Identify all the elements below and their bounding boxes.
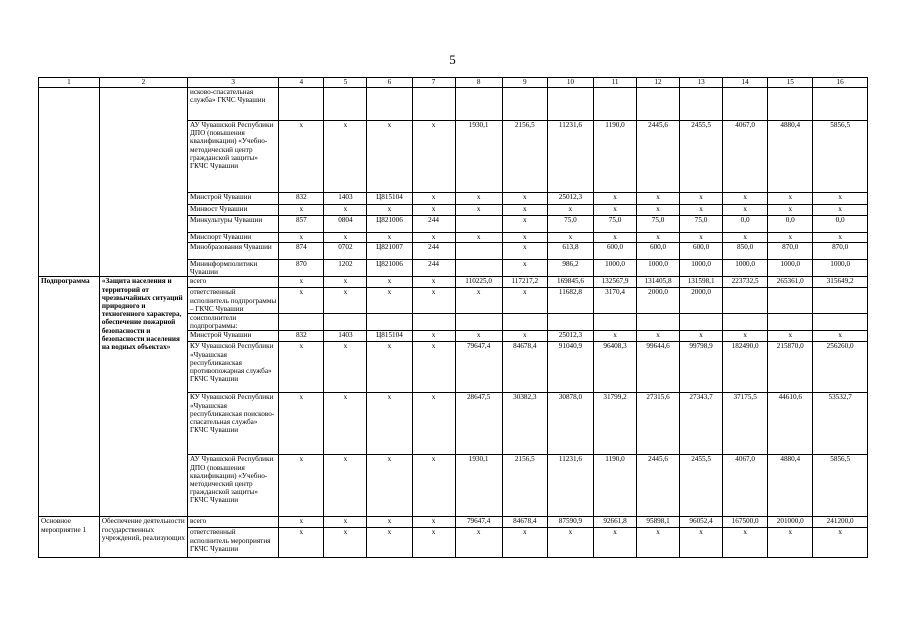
value-cell: 0,0 [768, 216, 813, 233]
program-level-cell [39, 88, 100, 277]
value-cell: х [637, 233, 680, 243]
value-cell [680, 88, 723, 121]
value-cell: 99798,9 [680, 342, 723, 393]
value-cell: х [412, 288, 455, 314]
column-header-row [39, 78, 868, 88]
value-cell: 4880,4 [768, 455, 813, 517]
value-cell: х [279, 393, 324, 455]
value-cell: 850,0 [723, 243, 768, 260]
value-cell: х [279, 528, 324, 558]
value-cell: 244 [412, 243, 455, 260]
value-cell: 25012,3 [547, 331, 593, 342]
value-cell: 4880,4 [768, 121, 813, 193]
value-cell: х [324, 528, 367, 558]
value-cell: 96408,3 [594, 342, 637, 393]
value-cell: х [279, 233, 324, 243]
executor-cell: АУ Чувашской Республики ДПО (повышения квалификации) «Учебно-методический центр гражданской защиты» ГКЧС Чувашии [188, 455, 279, 517]
value-cell: 215870,0 [768, 342, 813, 393]
value-cell: х [324, 205, 367, 216]
value-cell: х [813, 528, 868, 558]
value-cell: 169845,6 [547, 277, 593, 288]
executor-cell: Минобразования Чувашии [188, 243, 279, 260]
value-cell [637, 88, 680, 121]
value-cell: 1403 [324, 331, 367, 342]
value-cell: 1000,0 [594, 260, 637, 277]
value-cell: 256260,0 [813, 342, 868, 393]
value-cell: 2455,5 [680, 455, 723, 517]
value-cell: 1000,0 [768, 260, 813, 277]
value-cell [594, 314, 637, 331]
value-cell [547, 88, 593, 121]
value-cell [324, 314, 367, 331]
value-cell: 0,0 [723, 216, 768, 233]
value-cell: Ц821006 [367, 216, 412, 233]
value-cell: 2156,5 [502, 121, 547, 193]
value-cell [455, 260, 502, 277]
value-cell: 870 [279, 260, 324, 277]
value-cell: х [502, 193, 547, 205]
value-cell: Ц821006 [367, 260, 412, 277]
value-cell: х [502, 528, 547, 558]
value-cell: 91040,9 [547, 342, 593, 393]
program-name-cell: Обеспечение деятельности государственных учреждений, реализующих [99, 517, 187, 558]
page-number: 5 [449, 52, 456, 67]
value-cell: 241200,0 [813, 517, 868, 528]
table-row [39, 277, 868, 288]
column-header: 1 [39, 78, 100, 88]
value-cell: 75,0 [637, 216, 680, 233]
value-cell: х [279, 277, 324, 288]
value-cell: х [367, 393, 412, 455]
value-cell: х [455, 205, 502, 216]
value-cell: х [637, 205, 680, 216]
value-cell: х [324, 393, 367, 455]
executor-cell: ответственный исполнитель подпрограммы – ГКЧС Чувашии [188, 288, 279, 314]
value-cell [502, 88, 547, 121]
value-cell: Ц815104 [367, 193, 412, 205]
value-cell: х [367, 288, 412, 314]
column-header: 14 [723, 78, 768, 88]
column-header: 5 [324, 78, 367, 88]
value-cell: х [367, 121, 412, 193]
value-cell: 613,8 [547, 243, 593, 260]
program-level-cell: Подпрограмма [39, 277, 100, 517]
value-cell: 3170,4 [594, 288, 637, 314]
value-cell: 600,0 [680, 243, 723, 260]
executor-cell: КУ Чувашской Республики «Чувашская республиканская поисково-спасательная служба» ГКЧС Чувашии [188, 393, 279, 455]
value-cell: 1190,0 [594, 121, 637, 193]
column-header: 3 [188, 78, 279, 88]
value-cell [723, 88, 768, 121]
column-header: 16 [813, 78, 868, 88]
column-header: 4 [279, 78, 324, 88]
value-cell: 870,0 [768, 243, 813, 260]
value-cell: х [367, 528, 412, 558]
value-cell: х [768, 205, 813, 216]
value-cell [455, 216, 502, 233]
value-cell [279, 88, 324, 121]
value-cell: х [412, 517, 455, 528]
value-cell: х [455, 528, 502, 558]
value-cell: 79647,4 [455, 342, 502, 393]
value-cell: 1202 [324, 260, 367, 277]
value-cell: 2445,6 [637, 121, 680, 193]
executor-cell: АУ Чувашской Республики ДПО (повышения квалификации) «Учебно-методический центр гражданской защиты» ГКЧС Чувашии [188, 121, 279, 193]
executor-cell: Мининформполитики Чувашии [188, 260, 279, 277]
value-cell: 92661,8 [594, 517, 637, 528]
value-cell: х [723, 205, 768, 216]
value-cell: х [412, 233, 455, 243]
value-cell: х [412, 342, 455, 393]
value-cell: х [768, 193, 813, 205]
value-cell: 4067,0 [723, 121, 768, 193]
value-cell: х [455, 193, 502, 205]
value-cell: 2455,5 [680, 121, 723, 193]
value-cell [813, 88, 868, 121]
value-cell: х [279, 205, 324, 216]
value-cell: Ц815104 [367, 331, 412, 342]
value-cell: х [412, 455, 455, 517]
value-cell: 1930,1 [455, 455, 502, 517]
value-cell: х [324, 288, 367, 314]
table-row [39, 517, 868, 528]
value-cell: х [455, 233, 502, 243]
value-cell: х [412, 528, 455, 558]
value-cell: х [813, 233, 868, 243]
value-cell: 244 [412, 216, 455, 233]
value-cell: х [813, 331, 868, 342]
table-row [39, 88, 868, 121]
value-cell: 96052,4 [680, 517, 723, 528]
value-cell: х [813, 193, 868, 205]
value-cell: х [502, 233, 547, 243]
value-cell: х [723, 193, 768, 205]
value-cell: х [502, 260, 547, 277]
value-cell [813, 314, 868, 331]
executor-cell: всего [188, 517, 279, 528]
value-cell: 600,0 [637, 243, 680, 260]
value-cell: 110225,0 [455, 277, 502, 288]
value-cell [594, 88, 637, 121]
value-cell: х [594, 528, 637, 558]
value-cell: 27343,7 [680, 393, 723, 455]
value-cell: х [637, 193, 680, 205]
value-cell: х [502, 331, 547, 342]
value-cell: 201000,0 [768, 517, 813, 528]
executor-cell: Минкультуры Чувашии [188, 216, 279, 233]
value-cell: х [324, 455, 367, 517]
value-cell [367, 88, 412, 121]
value-cell: 2156,5 [502, 455, 547, 517]
value-cell: Ц821007 [367, 243, 412, 260]
value-cell: х [279, 517, 324, 528]
value-cell: х [502, 216, 547, 233]
value-cell: х [367, 517, 412, 528]
value-cell: 11682,8 [547, 288, 593, 314]
value-cell: 1403 [324, 193, 367, 205]
value-cell: 30878,0 [547, 393, 593, 455]
column-header: 6 [367, 78, 412, 88]
value-cell: х [768, 233, 813, 243]
value-cell: х [367, 342, 412, 393]
value-cell: х [723, 233, 768, 243]
value-cell: 265361,0 [768, 277, 813, 288]
value-cell: х [279, 121, 324, 193]
value-cell: х [412, 205, 455, 216]
program-name-cell: «Защита населения и территорий от чрезвычайных ситуаций природного и техногенного характера, обеспечение пожарной безопасности и безопасности населения на водных объектах» [99, 277, 187, 517]
executor-cell: соисполнители подпрограммы: [188, 314, 279, 331]
value-cell [412, 314, 455, 331]
value-cell: 244 [412, 260, 455, 277]
value-cell: х [455, 331, 502, 342]
value-cell: х [324, 517, 367, 528]
value-cell: х [412, 331, 455, 342]
value-cell: 315649,2 [813, 277, 868, 288]
value-cell: 27315,6 [637, 393, 680, 455]
value-cell: 1930,1 [455, 121, 502, 193]
value-cell [680, 314, 723, 331]
value-cell [768, 314, 813, 331]
value-cell: 28647,5 [455, 393, 502, 455]
value-cell: х [723, 331, 768, 342]
value-cell: х [367, 233, 412, 243]
executor-cell: Минспорт Чувашии [188, 233, 279, 243]
executor-cell: КУ Чувашской Республики «Чувашская республиканская противопожарная служба» ГКЧС Чувашии [188, 342, 279, 393]
value-cell [412, 88, 455, 121]
column-header: 7 [412, 78, 455, 88]
value-cell: 75,0 [547, 216, 593, 233]
value-cell: 2000,0 [680, 288, 723, 314]
value-cell: 0804 [324, 216, 367, 233]
value-cell: 1190,0 [594, 455, 637, 517]
value-cell: х [324, 121, 367, 193]
value-cell: 1000,0 [680, 260, 723, 277]
value-cell: 870,0 [813, 243, 868, 260]
value-cell: 832 [279, 331, 324, 342]
value-cell [455, 314, 502, 331]
column-header: 15 [768, 78, 813, 88]
value-cell: 874 [279, 243, 324, 260]
value-cell: х [367, 277, 412, 288]
value-cell: х [324, 233, 367, 243]
value-cell: х [637, 528, 680, 558]
value-cell: х [547, 233, 593, 243]
value-cell: 5856,5 [813, 121, 868, 193]
value-cell: х [367, 205, 412, 216]
value-cell [813, 288, 868, 314]
program-level-cell: Основное мероприятие 1 [39, 517, 100, 558]
value-cell: х [723, 528, 768, 558]
value-cell: х [279, 342, 324, 393]
executor-cell: Минстрой Чувашии [188, 193, 279, 205]
value-cell [637, 314, 680, 331]
value-cell: 857 [279, 216, 324, 233]
value-cell: х [547, 528, 593, 558]
value-cell [502, 314, 547, 331]
value-cell: 11231,6 [547, 121, 593, 193]
value-cell: х [594, 233, 637, 243]
value-cell: 84678,4 [502, 517, 547, 528]
column-header: 9 [502, 78, 547, 88]
value-cell: 84678,4 [502, 342, 547, 393]
value-cell: 117217,2 [502, 277, 547, 288]
value-cell: х [680, 193, 723, 205]
value-cell [324, 88, 367, 121]
value-cell: х [680, 205, 723, 216]
value-cell: 87590,9 [547, 517, 593, 528]
value-cell: 25012,3 [547, 193, 593, 205]
value-cell: х [637, 331, 680, 342]
value-cell [768, 88, 813, 121]
value-cell: 99644,6 [637, 342, 680, 393]
value-cell: 37175,5 [723, 393, 768, 455]
value-cell [279, 314, 324, 331]
budget-table [38, 77, 868, 558]
value-cell: 30382,3 [502, 393, 547, 455]
value-cell: 44610,6 [768, 393, 813, 455]
value-cell: 0702 [324, 243, 367, 260]
value-cell: х [594, 331, 637, 342]
value-cell: 1000,0 [813, 260, 868, 277]
value-cell: х [412, 121, 455, 193]
value-cell [455, 88, 502, 121]
value-cell: х [279, 455, 324, 517]
column-header: 11 [594, 78, 637, 88]
executor-cell: всего [188, 277, 279, 288]
value-cell [723, 314, 768, 331]
column-header: 13 [680, 78, 723, 88]
value-cell: х [680, 233, 723, 243]
value-cell [768, 288, 813, 314]
value-cell: 31799,2 [594, 393, 637, 455]
value-cell: х [455, 288, 502, 314]
column-header: 8 [455, 78, 502, 88]
value-cell: 131598,1 [680, 277, 723, 288]
value-cell: 1000,0 [637, 260, 680, 277]
value-cell: х [594, 193, 637, 205]
value-cell: 167500,0 [723, 517, 768, 528]
executor-cell: исково-спасательная служба» ГКЧС Чувашии [188, 88, 279, 121]
value-cell: 131405,8 [637, 277, 680, 288]
value-cell: 223732,5 [723, 277, 768, 288]
value-cell: х [412, 277, 455, 288]
value-cell: х [502, 243, 547, 260]
value-cell: х [768, 331, 813, 342]
value-cell: х [768, 528, 813, 558]
value-cell: 182490,0 [723, 342, 768, 393]
value-cell [723, 288, 768, 314]
value-cell: х [502, 288, 547, 314]
column-header: 10 [547, 78, 593, 88]
executor-cell: Минвост Чувашии [188, 205, 279, 216]
value-cell: х [813, 205, 868, 216]
value-cell: 4067,0 [723, 455, 768, 517]
value-cell [367, 314, 412, 331]
executor-cell: ответственный исполнитель мероприятия ГКЧС Чувашии [188, 528, 279, 558]
value-cell: 2445,6 [637, 455, 680, 517]
value-cell: 986,2 [547, 260, 593, 277]
value-cell: 0,0 [813, 216, 868, 233]
value-cell: 132567,9 [594, 277, 637, 288]
value-cell: х [502, 205, 547, 216]
value-cell: х [412, 193, 455, 205]
value-cell: х [367, 455, 412, 517]
value-cell: 75,0 [594, 216, 637, 233]
value-cell: 53532,7 [813, 393, 868, 455]
value-cell: 79647,4 [455, 517, 502, 528]
value-cell: х [279, 288, 324, 314]
value-cell [547, 314, 593, 331]
value-cell: х [324, 342, 367, 393]
value-cell [455, 243, 502, 260]
value-cell: х [547, 205, 593, 216]
value-cell: 1000,0 [723, 260, 768, 277]
value-cell: х [680, 331, 723, 342]
column-header: 12 [637, 78, 680, 88]
executor-cell: Минстрой Чувашии [188, 331, 279, 342]
value-cell: х [680, 528, 723, 558]
value-cell: 2000,0 [637, 288, 680, 314]
value-cell: 832 [279, 193, 324, 205]
value-cell: 5856,5 [813, 455, 868, 517]
column-header: 2 [99, 78, 187, 88]
program-name-cell [99, 88, 187, 277]
value-cell: 95898,1 [637, 517, 680, 528]
value-cell: 600,0 [594, 243, 637, 260]
value-cell: 11231,6 [547, 455, 593, 517]
value-cell: х [412, 393, 455, 455]
value-cell: х [594, 205, 637, 216]
value-cell: х [324, 277, 367, 288]
value-cell: 75,0 [680, 216, 723, 233]
